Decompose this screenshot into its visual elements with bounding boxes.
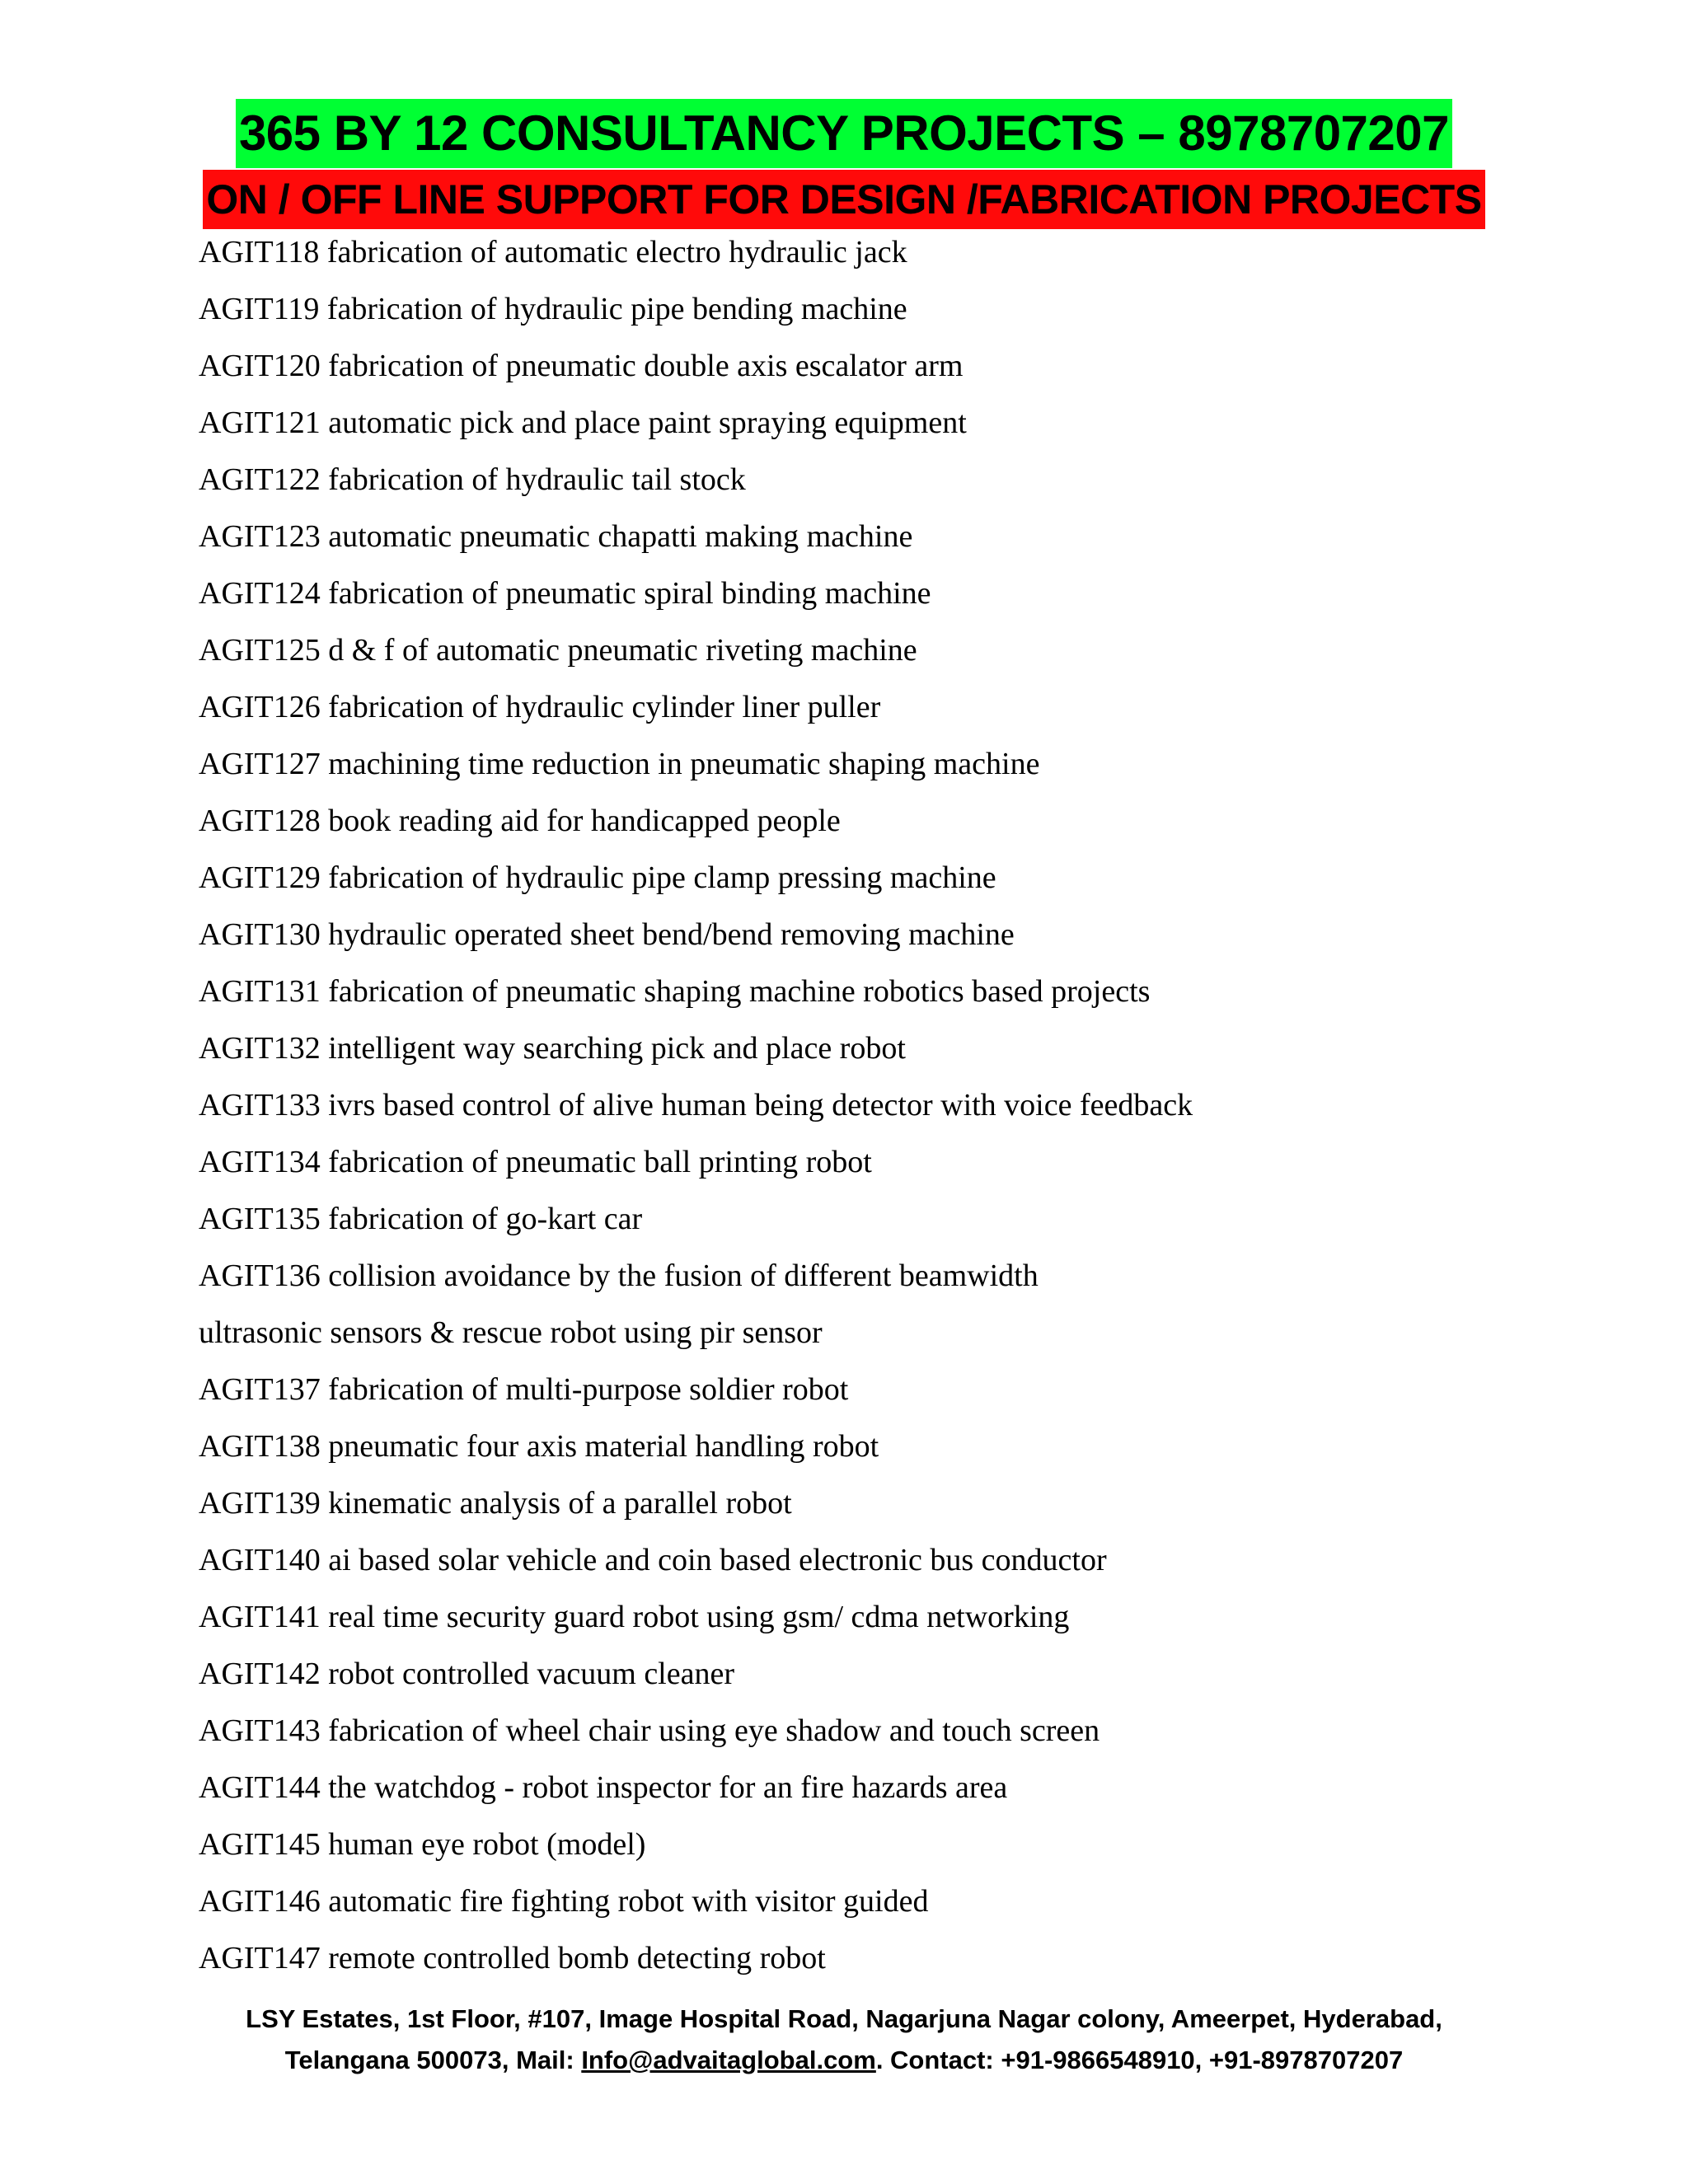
project-list-item: ultrasonic sensors & rescue robot using pir sensor bbox=[199, 1315, 823, 1350]
project-list-item: AGIT132 intelligent way searching pick and place robot bbox=[199, 1031, 906, 1066]
project-list-item: AGIT133 ivrs based control of alive human being detector with voice feedback bbox=[199, 1088, 1193, 1122]
project-list-item: AGIT138 pneumatic four axis material handling robot bbox=[199, 1429, 879, 1464]
project-list-item: AGIT137 fabrication of multi-purpose soldier robot bbox=[199, 1372, 849, 1407]
footer-address-line: LSY Estates, 1st Floor, #107, Image Hospital Road, Nagarjuna Nagar colony, Ameerpet, Hyderabad, bbox=[246, 2004, 1442, 2033]
project-list-item: AGIT146 automatic fire fighting robot with visitor guided bbox=[199, 1884, 929, 1919]
project-list-item: AGIT147 remote controlled bomb detecting robot bbox=[199, 1941, 826, 1975]
project-list-item: AGIT128 book reading aid for handicapped people bbox=[199, 804, 841, 838]
title-row bbox=[0, 99, 1688, 168]
project-list-item: AGIT143 fabrication of wheel chair using eye shadow and touch screen bbox=[199, 1713, 1100, 1748]
project-list-item: AGIT122 fabrication of hydraulic tail stock bbox=[199, 462, 746, 497]
project-list-item: AGIT140 ai based solar vehicle and coin based electronic bus conductor bbox=[199, 1543, 1107, 1577]
project-list-item: AGIT129 fabrication of hydraulic pipe clamp pressing machine bbox=[199, 860, 996, 895]
project-list-item: AGIT125 d & f of automatic pneumatic riveting machine bbox=[199, 633, 917, 668]
project-list-item: AGIT135 fabrication of go-kart car bbox=[199, 1202, 643, 1236]
footer-contact-numbers: . Contact: +91-9866548910, +91-8978707207 bbox=[875, 2046, 1404, 2074]
project-list-item: AGIT120 fabrication of pneumatic double axis escalator arm bbox=[199, 349, 964, 383]
project-list-item: AGIT141 real time security guard robot using gsm/ cdma networking bbox=[199, 1600, 1070, 1634]
project-list-item: AGIT145 human eye robot (model) bbox=[199, 1827, 646, 1862]
page-title: 365 BY 12 CONSULTANCY PROJECTS – 8978707207 bbox=[236, 99, 1452, 168]
footer-address-prefix: Telangana 500073, Mail: bbox=[284, 2046, 582, 2074]
project-list-item: AGIT124 fabrication of pneumatic spiral binding machine bbox=[199, 576, 931, 611]
project-list-item: AGIT130 hydraulic operated sheet bend/bend removing machine bbox=[199, 917, 1015, 952]
project-list-item: AGIT136 collision avoidance by the fusion of different beamwidth bbox=[199, 1258, 1039, 1293]
page-subtitle: ON / OFF LINE SUPPORT FOR DESIGN /FABRICATION PROJECTS bbox=[203, 170, 1484, 229]
project-list-item: AGIT134 fabrication of pneumatic ball printing robot bbox=[199, 1145, 872, 1179]
project-list-item: AGIT121 automatic pick and place paint spraying equipment bbox=[199, 405, 967, 440]
project-list-item: AGIT127 machining time reduction in pneumatic shaping machine bbox=[199, 747, 1040, 781]
project-list-item: AGIT139 kinematic analysis of a parallel robot bbox=[199, 1486, 792, 1521]
project-list-item: AGIT119 fabrication of hydraulic pipe bending machine bbox=[199, 292, 907, 326]
project-list-item: AGIT131 fabrication of pneumatic shaping machine robotics based projects bbox=[199, 974, 1151, 1009]
email-link[interactable]: Info@advaitaglobal.com bbox=[581, 2046, 876, 2074]
project-list-item: AGIT142 robot controlled vacuum cleaner bbox=[199, 1657, 734, 1691]
footer-contact-line bbox=[0, 2040, 1688, 2081]
subtitle-row bbox=[0, 170, 1688, 229]
project-list-item: AGIT144 the watchdog - robot inspector for an fire hazards area bbox=[199, 1770, 1008, 1805]
project-list bbox=[199, 229, 1193, 1992]
project-list-item: AGIT123 automatic pneumatic chapatti making machine bbox=[199, 519, 913, 554]
project-list-item: AGIT118 fabrication of automatic electro hydraulic jack bbox=[199, 235, 907, 269]
project-list-item: AGIT126 fabrication of hydraulic cylinder liner puller bbox=[199, 690, 881, 724]
footer bbox=[0, 1999, 1688, 2081]
